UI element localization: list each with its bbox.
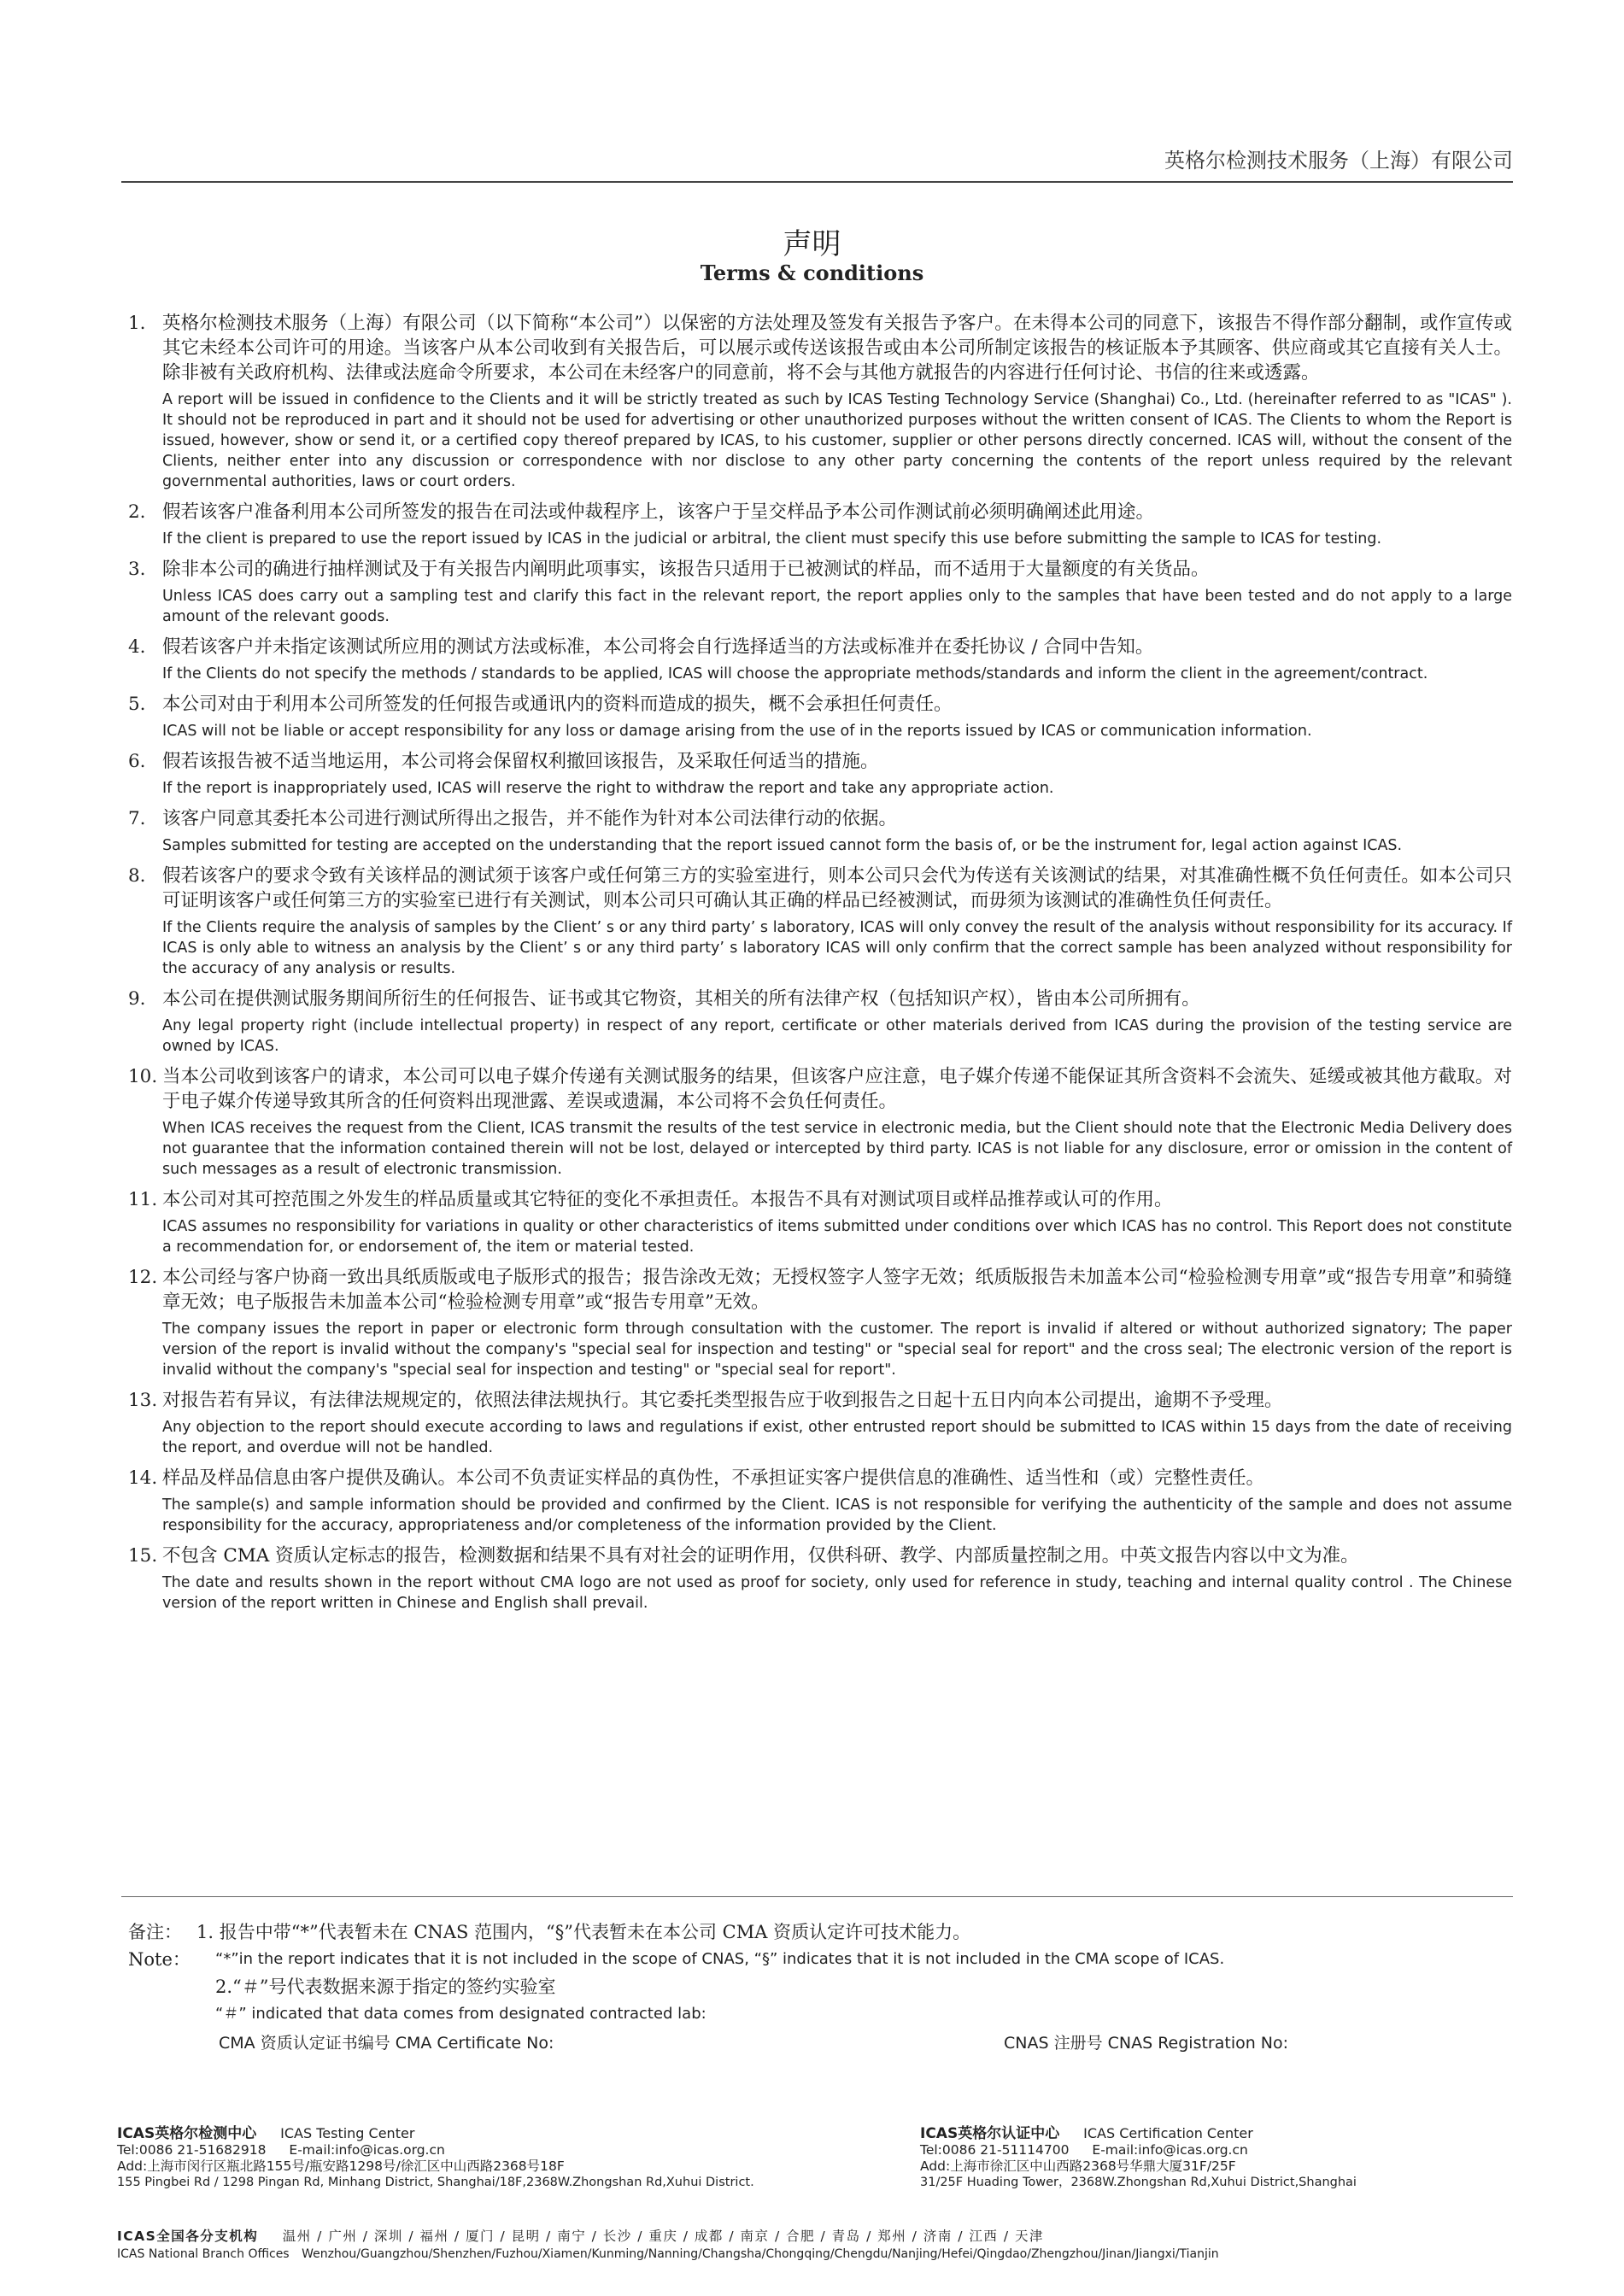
footer: [117, 2125, 1505, 2261]
term-item-10: [128, 1064, 1512, 1180]
term-text-cn: 该客户同意其委托本公司进行测试所得出之报告，并不能作为针对本公司法律行动的依据。: [162, 808, 898, 829]
term-text-cn: 本公司对其可控范围之外发生的样品质量或其它特征的变化不承担责任。本报告不具有对测试项目或样品推荐或认可的作用。: [162, 1189, 1173, 1210]
term-number: 2.: [128, 501, 146, 523]
term-text-en: If the Clients require the analysis of samples by the Client’ s or any third party’ s laboratory, ICAS will only convey the result of the analysis without responsibility for its accuracy. If ICAS is only able to witness an analysis by the Client’ s or any third party’ s laboratory ICAS will only confirm that the correct sample has been analyzed without responsibility for the accuracy of any analysis or results.: [162, 919, 1512, 977]
testing-center-email: E-mail:info@icas.org.cn: [289, 2142, 445, 2158]
term-item-5: [128, 692, 1512, 741]
term-text-cn: 样品及样品信息由客户提供及确认。本公司不负责证实样品的真伪性，不承担证实客户提供信息的准确性、适当性和（或）完整性责任。: [162, 1467, 1265, 1489]
testing-center-address-cn: Add:上海市闵行区瓶北路155号/瓶安路1298号/徐汇区中山西路2368号18F: [117, 2158, 565, 2174]
term-text-cn: 当本公司收到该客户的请求，本公司可以电子媒介传递有关测试服务的结果，但该客户应注意，电子媒介传递不能保证其所含资料不会流失、延缓或被其他方截取。对于电子媒介传递导致其所含的任何资料出现泄露、差误或遗漏，本公司将不会负任何责任。: [162, 1066, 1512, 1112]
term-item-11: [128, 1187, 1512, 1257]
certification-center-address-cn: Add:上海市徐汇区中山西路2368号华鼎大厦31F/25F: [920, 2158, 1236, 2174]
term-item-1: [128, 311, 1512, 492]
term-text-en: If the client is prepared to use the report issued by ICAS in the judicial or arbitral, the client must specify this use before submitting the sample to ICAS for testing.: [162, 530, 1382, 548]
certification-center-name-en: ICAS Certification Center: [1083, 2125, 1253, 2141]
note-1-cn: 1. 报告中带“*”代表暂未在 CNAS 范围内，“§”代表暂未在本公司 CMA 资质认定许可技术能力。: [196, 1922, 971, 1942]
page-title-en: Terms & conditions: [700, 261, 924, 285]
term-text-en: Any legal property right (include intellectual property) in respect of any report, certificate or other materials derived from ICAS during the provision of the testing service are owned by ICAS.: [162, 1017, 1512, 1055]
term-number: 6.: [128, 751, 146, 772]
term-text-cn: 假若该客户并未指定该测试所应用的测试方法或标准，本公司将会自行选择适当的方法或标准并在委托协议 / 合同中告知。: [162, 636, 1154, 658]
term-text-cn: 假若该客户的要求令致有关该样品的测试须于该客户或任何第三方的实验室进行，则本公司只会代为传送有关该测试的结果，对其准确性概不负任何责任。如本公司只可证明该客户或任何第三方的实验室已进行有关测试，则本公司只可确认其正确的样品已经被测试，而毋须为该测试的准确性负任何责任。: [162, 865, 1512, 911]
term-item-14: [128, 1466, 1512, 1536]
testing-center-name-cn: ICAS英格尔检测中心: [117, 2125, 257, 2142]
term-text-cn: 英格尔检测技术服务（上海）有限公司（以下简称“本公司”）以保密的方法处理及签发有关报告予客户。在未得本公司的同意下，该报告不得作部分翻制，或作宣传或其它未经本公司许可的用途。当该客户从本公司收到有关报告后，可以展示或传送该报告或由本公司所制定该报告的核证版本予其顾客、供应商或其它直接有关人士。除非被有关政府机构、法律或法庭命令所要求，本公司在未经客户的同意前，将不会与其他方就报告的内容进行任何讨论、书信的往来或透露。: [162, 313, 1512, 384]
branch-offices: [117, 2228, 1505, 2264]
header-divider: [121, 181, 1513, 183]
branch-list-en: Wenzhou/Guangzhou/Shenzhen/Fuzhou/Xiamen/Kunming/Nanning/Changsha/Chongqing/Chengdu/Nanjing/Hefei/Qingdao/Zhengzhou/Jinan/Jiangxi/Tianjin: [302, 2247, 1219, 2261]
note-2-en: “＃” indicated that data comes from designated contracted lab:: [215, 2005, 706, 2023]
term-text-en: A report will be issued in confidence to the Clients and it will be strictly treated as such by ICAS Testing Technology Service (Shanghai) Co., Ltd. (hereinafter referred to as "ICAS" ). It should not be reproduced in part and it should not be used for advertising or other unauthorized purposes without the written consent of ICAS. The Clients to whom the Report is issued, however, show or send it, or a certified copy thereof prepared by ICAS, to his customer, supplier or other persons directly concerned. ICAS will, without the consent of the Clients, neither enter into any discussion or correspondence with nor disclose to any other party concerning the contents of the report unless required by the relevant governmental authorities, laws or court orders.: [162, 391, 1512, 490]
term-number: 15.: [128, 1545, 158, 1567]
term-item-12: [128, 1265, 1512, 1380]
term-text-en: The date and results shown in the report without CMA logo are not used as proof for society, only used for reference in study, teaching and internal quality control . The Chinese version of the report written in Chinese and English shall prevail.: [162, 1574, 1512, 1612]
term-item-15: [128, 1543, 1512, 1614]
term-text-cn: 假若该客户准备利用本公司所签发的报告在司法或仲裁程序上，该客户于呈交样品予本公司作测试前必须明确阐述此用途。: [162, 501, 1155, 523]
term-number: 11.: [128, 1189, 158, 1210]
term-item-13: [128, 1388, 1512, 1458]
term-number: 7.: [128, 808, 146, 829]
branch-list-cn: 温州 / 广州 / 深圳 / 福州 / 厦门 / 昆明 / 南宁 / 长沙 / 重庆 / 成都 / 南京 / 合肥 / 青岛 / 郑州 / 济南 / 江西 / 天津: [282, 2229, 1044, 2244]
note-label-cn: 备注：: [128, 1922, 182, 1942]
notes-section: [128, 1918, 1512, 2059]
term-number: 5.: [128, 694, 146, 715]
page-title-cn: 声明: [783, 227, 841, 261]
term-number: 10.: [128, 1066, 158, 1087]
certification-center-block: [920, 2125, 1357, 2191]
term-text-en: If the report is inappropriately used, ICAS will reserve the right to withdraw the report and take any appropriate action.: [162, 780, 1054, 797]
term-text-cn: 本公司在提供测试服务期间所衍生的任何报告、证书或其它物资，其相关的所有法律产权（包括知识产权），皆由本公司所拥有。: [162, 988, 1200, 1010]
term-number: 1.: [128, 313, 146, 334]
term-text-en: If the Clients do not specify the methods / standards to be applied, ICAS will choose the appropriate methods/standards and inform the client in the agreement/contract.: [162, 665, 1428, 682]
term-item-6: [128, 749, 1512, 799]
term-number: 3.: [128, 559, 146, 580]
term-number: 9.: [128, 988, 146, 1010]
term-text-en: The company issues the report in paper or electronic form through consultation with the customer. The report is invalid if altered or without authorized signatory; The paper version of the report is invalid without the company's "special seal for inspection and testing" or "special seal for report" and the cross seal; The electronic version of the report is invalid without the company's "special seal for inspection and testing" or "special seal for report".: [162, 1321, 1512, 1379]
term-text-cn: 假若该报告被不适当地运用，本公司将会保留权利撤回该报告，及采取任何适当的措施。: [162, 751, 879, 772]
term-number: 13.: [128, 1390, 158, 1411]
term-number: 12.: [128, 1267, 158, 1288]
term-text-en: Any objection to the report should execute according to laws and regulations if exist, other entrusted report should be submitted to ICAS within 15 days from the date of receiving the report, and overdue will not be handled.: [162, 1419, 1512, 1456]
term-number: 4.: [128, 636, 146, 658]
certification-center-email: E-mail:info@icas.org.cn: [1092, 2142, 1248, 2158]
note-label-en: Note：: [128, 1949, 191, 1970]
term-number: 8.: [128, 865, 146, 887]
branch-label-en: ICAS National Branch Offices: [117, 2247, 290, 2261]
term-text-en: Samples submitted for testing are accepted on the understanding that the report issued cannot form the basis of, or be the instrument for, legal action against ICAS.: [162, 837, 1403, 854]
term-text-cn: 不包含 CMA 资质认定标志的报告，检测数据和结果不具有对社会的证明作用，仅供科研、教学、内部质量控制之用。中英文报告内容以中文为准。: [162, 1545, 1359, 1567]
term-text-cn: 对报告若有异议，有法律法规规定的，依照法律法规执行。其它委托类型报告应于收到报告之日起十五日内向本公司提出，逾期不予受理。: [162, 1390, 1283, 1411]
term-item-4: [128, 635, 1512, 684]
term-item-2: [128, 500, 1512, 549]
testing-center-block: [117, 2125, 754, 2191]
testing-center-name-en: ICAS Testing Center: [280, 2125, 415, 2141]
cnas-registration-label: CNAS 注册号 CNAS Registration No:: [1004, 2034, 1289, 2053]
company-header: 英格尔检测技术服务（上海）有限公司: [1164, 149, 1513, 173]
testing-center-address-en: 155 Pingbei Rd / 1298 Pingan Rd, Minhang District, Shanghai/18F,2368W.Zhongshan Rd,Xuhui District.: [117, 2176, 754, 2189]
certification-center-address-en: 31/25F Huading Tower，2368W.Zhongshan Rd,Xuhui District,Shanghai: [920, 2176, 1357, 2189]
term-text-cn: 本公司经与客户协商一致出具纸质版或电子版形式的报告；报告涂改无效；无授权签字人签字无效；纸质版报告未加盖本公司“检验检测专用章”或“报告专用章”和骑缝章无效；电子版报告未加盖本公司“检验检测专用章”或“报告专用章”无效。: [162, 1267, 1512, 1313]
certification-center-tel: Tel:0086 21-51114700: [920, 2142, 1070, 2158]
term-number: 14.: [128, 1467, 158, 1489]
term-item-8: [128, 864, 1512, 979]
term-text-en: When ICAS receives the request from the Client, ICAS transmit the results of the test service in electronic media, but the Client should note that the Electronic Media Delivery does not guarantee that the information contained therein will not be lost, delayed or intercepted by third party. ICAS is not liable for any disclosure, error or omission in the content of such messages as a result of electronic transmission.: [162, 1120, 1512, 1178]
term-text-en: Unless ICAS does carry out a sampling test and clarify this fact in the relevant report, the report applies only to the samples that have been tested and do not apply to a large amount of the relevant goods.: [162, 588, 1512, 625]
term-text-cn: 本公司对由于利用本公司所签发的任何报告或通讯内的资料而造成的损失，概不会承担任何责任。: [162, 694, 953, 715]
certification-center-name-cn: ICAS英格尔认证中心: [920, 2125, 1060, 2142]
note-2-cn: 2.“＃”号代表数据来源于指定的签约实验室: [215, 1977, 556, 1997]
branch-label-cn: ICAS全国各分支机构: [117, 2229, 259, 2244]
terms-list: [128, 311, 1512, 1621]
term-text-cn: 除非本公司的确进行抽样测试及于有关报告内阐明此项事实，该报告只适用于已被测试的样品，而不适用于大量额度的有关货品。: [162, 559, 1210, 580]
note-1-en: “*”in the report indicates that it is not included in the scope of CNAS, “§” indicates that it is not included in the CMA scope of ICAS.: [215, 1950, 1225, 1968]
term-item-9: [128, 987, 1512, 1057]
term-item-7: [128, 806, 1512, 856]
term-text-en: The sample(s) and sample information should be provided and confirmed by the Client. ICAS is not responsible for verifying the authenticity of the sample and does not assume responsibility for the accuracy, appropriateness and/or completeness of the information provided by the Client.: [162, 1496, 1512, 1534]
term-text-en: ICAS assumes no responsibility for variations in quality or other characteristics of items submitted under conditions over which ICAS has no control. This Report does not constitute a recommendation for, or endorsement of, the item or material tested.: [162, 1218, 1512, 1256]
term-text-en: ICAS will not be liable or accept responsibility for any loss or damage arising from the use of in the reports issued by ICAS or communication information.: [162, 723, 1312, 740]
term-item-3: [128, 557, 1512, 627]
testing-center-tel: Tel:0086 21-51682918: [117, 2142, 267, 2158]
notes-divider: [121, 1896, 1513, 1897]
cma-certificate-label: CMA 资质认定证书编号 CMA Certificate No:: [219, 2034, 554, 2053]
